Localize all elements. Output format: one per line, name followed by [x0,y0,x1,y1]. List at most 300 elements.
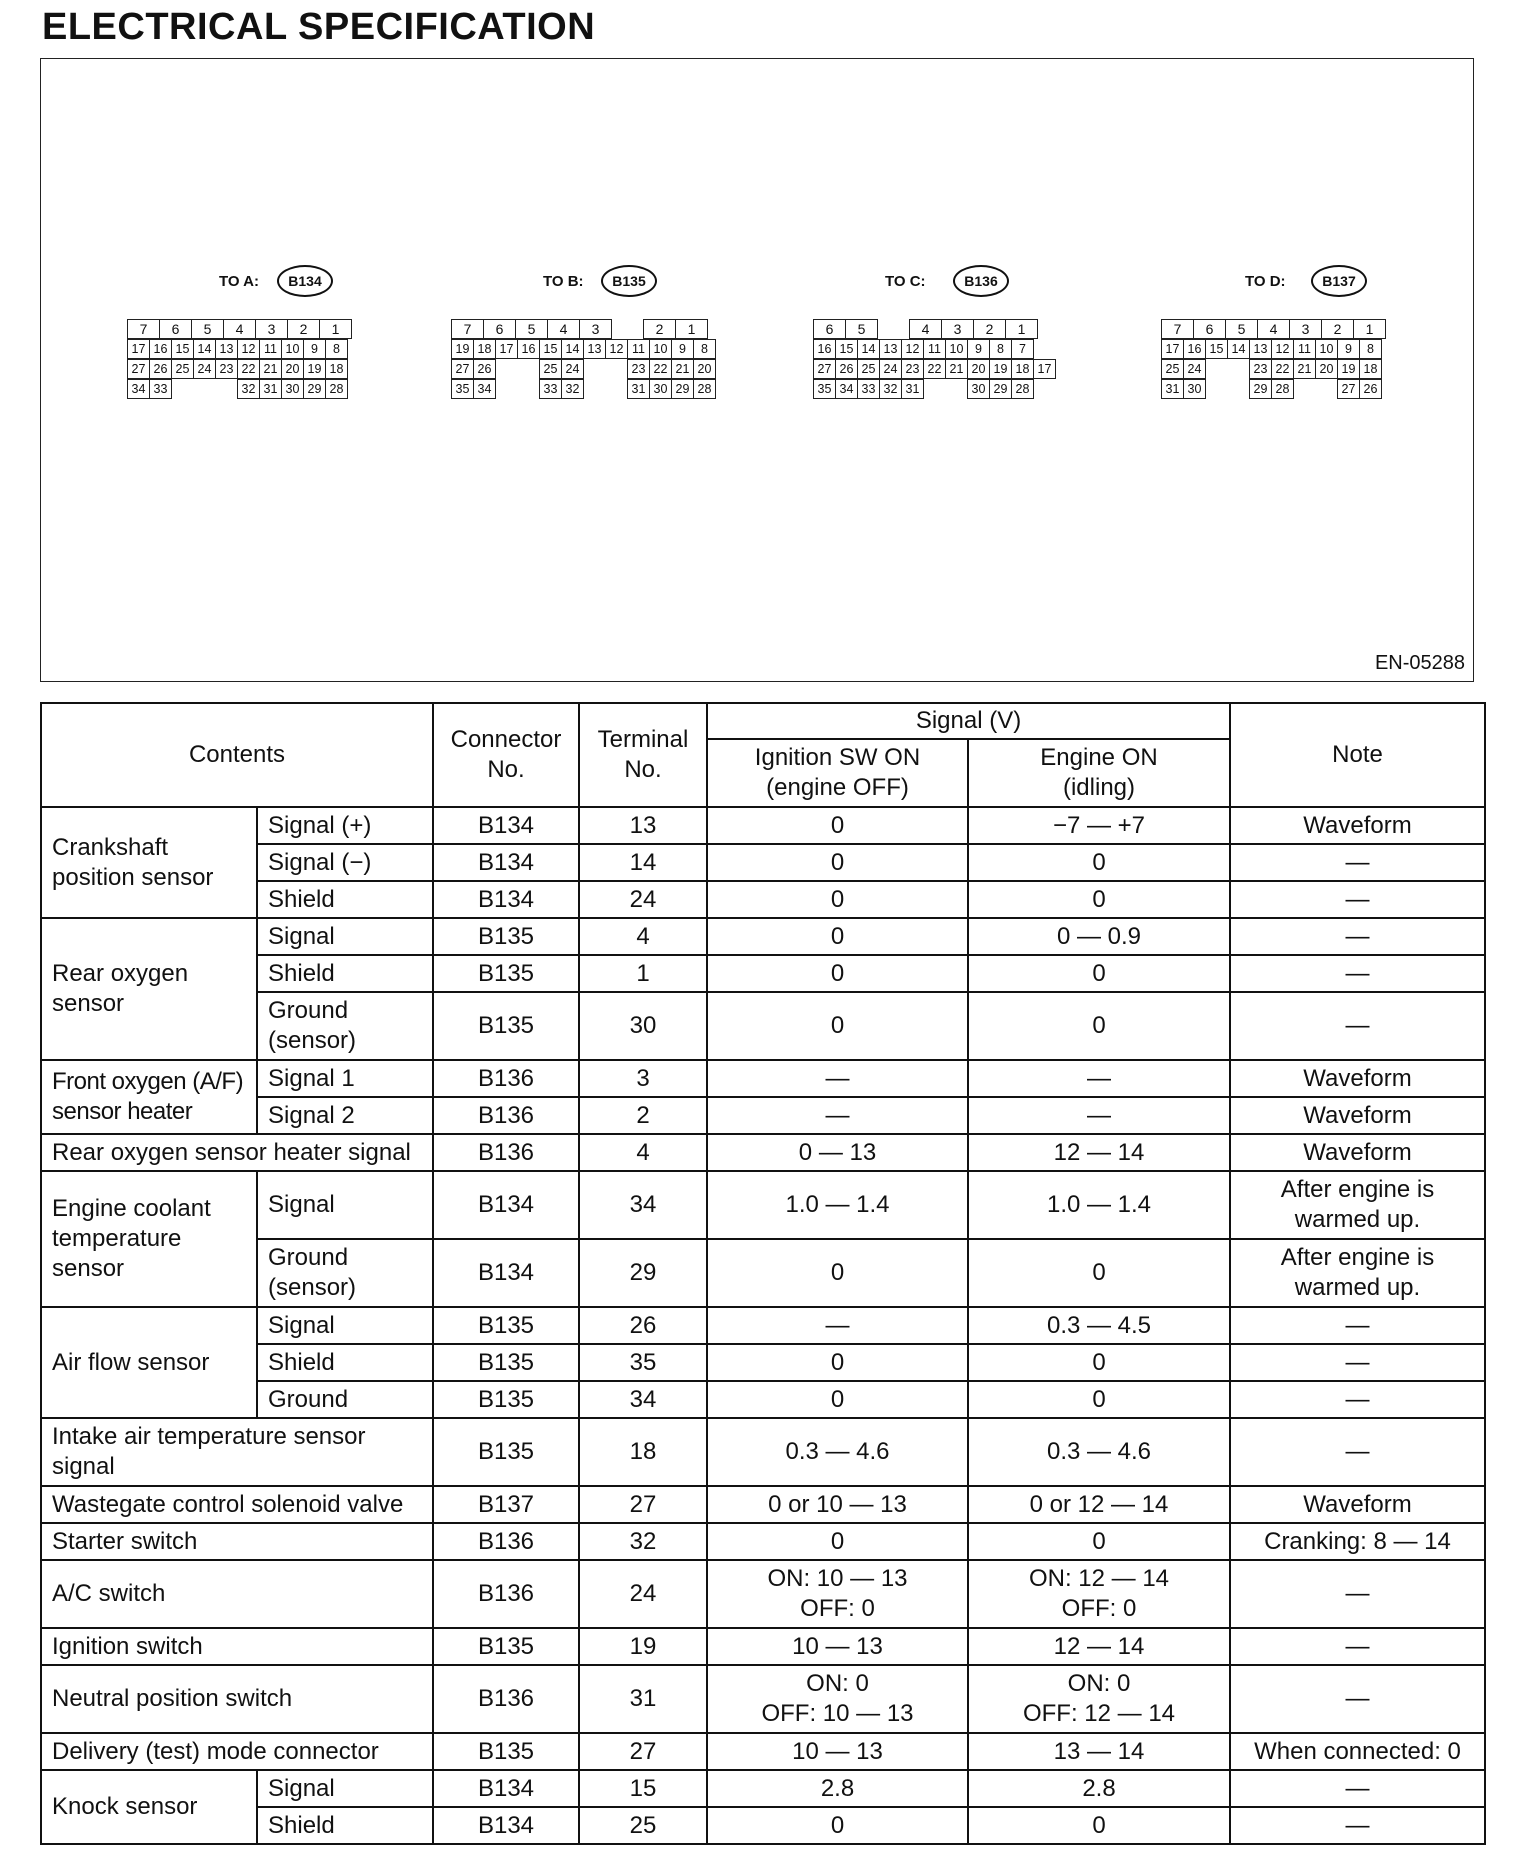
pin-cell: 16 [813,339,836,359]
pin-cell: 30 [967,379,990,399]
cell-eng: 13 — 14 [968,1733,1230,1770]
pin-gap [495,359,518,379]
cell-terminal: 15 [579,1770,707,1807]
cell-eng: 0.3 — 4.6 [968,1418,1230,1486]
cell-ign: — [707,1307,968,1344]
pin-cell: 4 [547,319,580,339]
sub-label: Ground (sensor) [257,1239,433,1307]
table-row [41,1523,1485,1560]
cell-connector: B137 [433,1486,579,1523]
pin-cell: 7 [451,319,484,339]
sub-label: Shield [257,1344,433,1381]
pin-row [813,379,1033,399]
pin-cell: 23 [1249,359,1272,379]
sub-label: Shield [257,955,433,992]
cell-terminal: 25 [579,1807,707,1844]
table-row [41,807,1485,844]
cell-connector: B134 [433,1807,579,1844]
cell-terminal: 4 [579,918,707,955]
connector-label: TO B: [543,273,584,290]
pin-cell: 24 [1183,359,1206,379]
cell-note: — [1230,881,1485,918]
pin-cell: 29 [671,379,694,399]
cell-terminal: 34 [579,1171,707,1239]
header-ignition: Ignition SW ON (engine OFF) [707,739,968,807]
pin-cell: 18 [1359,359,1382,379]
pin-cell: 15 [835,339,858,359]
pin-cell: 2 [287,319,320,339]
pin-cell: 19 [1337,359,1360,379]
cell-connector: B134 [433,1171,579,1239]
cell-terminal: 27 [579,1486,707,1523]
pin-cell: 33 [857,379,880,399]
group-label: Air flow sensor [41,1307,257,1418]
pin-cell: 30 [281,379,304,399]
pin-cell: 21 [1293,359,1316,379]
cell-connector: B136 [433,1060,579,1097]
pin-cell: 32 [237,379,260,399]
pin-cell: 23 [901,359,924,379]
pin-cell: 27 [813,359,836,379]
pin-cell: 11 [259,339,282,359]
pin-row [127,379,347,399]
pin-cell: 3 [255,319,288,339]
pin-cell: 2 [1321,319,1354,339]
cell-connector: B135 [433,1628,579,1665]
pin-cell: 1 [319,319,352,339]
cell-connector: B135 [433,1733,579,1770]
cell-note: — [1230,844,1485,881]
table-row [41,1418,1485,1486]
cell-note: — [1230,1307,1485,1344]
pin-row [1161,339,1381,359]
pin-cell: 25 [539,359,562,379]
cell-connector: B136 [433,1097,579,1134]
pin-cell: 1 [1005,319,1038,339]
pin-cell: 4 [223,319,256,339]
pin-cell: 1 [1353,319,1386,339]
pin-cell: 6 [159,319,192,339]
pin-row [451,319,707,339]
cell-terminal: 31 [579,1665,707,1733]
row-label: Delivery (test) mode connector [41,1733,433,1770]
pin-cell: 22 [923,359,946,379]
pin-cell: 20 [1315,359,1338,379]
pin-row [813,319,1037,339]
pin-gap [1205,379,1228,399]
cell-terminal: 2 [579,1097,707,1134]
cell-connector: B136 [433,1523,579,1560]
pin-gap [1227,359,1250,379]
pin-cell: 10 [649,339,672,359]
pin-cell: 30 [1183,379,1206,399]
pin-cell: 9 [967,339,990,359]
cell-note: — [1230,1344,1485,1381]
table-row [41,1381,1485,1418]
pin-cell: 31 [1161,379,1184,399]
cell-ign: 0 [707,992,968,1060]
cell-ign: 0 [707,955,968,992]
cell-note: Cranking: 8 — 14 [1230,1523,1485,1560]
pin-cell: 6 [1193,319,1226,339]
cell-terminal: 1 [579,955,707,992]
pin-cell: 9 [303,339,326,359]
pin-gap [495,379,518,399]
pin-cell: 17 [495,339,518,359]
sub-label: Shield [257,881,433,918]
pin-cell: 18 [325,359,348,379]
pin-cell: 33 [149,379,172,399]
pin-cell: 34 [127,379,150,399]
pin-gap [583,379,606,399]
pin-cell: 31 [627,379,650,399]
pin-cell: 33 [539,379,562,399]
pin-cell: 20 [281,359,304,379]
connector-diagram [40,58,1474,682]
pin-cell: 26 [473,359,496,379]
cell-eng: 0 [968,1807,1230,1844]
pin-cell: 16 [517,339,540,359]
header-contents: Contents [41,703,433,807]
pin-cell: 5 [191,319,224,339]
pin-cell: 5 [515,319,548,339]
header-engine-on: Engine ON (idling) [968,739,1230,807]
cell-ign: 0 [707,881,968,918]
cell-connector: B136 [433,1560,579,1628]
pin-cell: 34 [835,379,858,399]
cell-eng: 12 — 14 [968,1628,1230,1665]
pin-cell: 11 [1293,339,1316,359]
pin-cell: 2 [643,319,676,339]
pin-gap [877,319,910,339]
cell-eng: 12 — 14 [968,1134,1230,1171]
cell-connector: B135 [433,1381,579,1418]
table-row [41,1560,1485,1628]
sub-label: Ground [257,1381,433,1418]
pin-cell: 19 [451,339,474,359]
cell-ign: 0 or 10 — 13 [707,1486,968,1523]
cell-note: Waveform [1230,1060,1485,1097]
table-row [41,1060,1485,1097]
pin-cell: 22 [237,359,260,379]
row-label: Ignition switch [41,1628,433,1665]
connector-code-badge: B135 [601,265,657,297]
pin-cell: 6 [483,319,516,339]
pin-cell: 20 [693,359,716,379]
cell-note: — [1230,1418,1485,1486]
pin-cell: 25 [171,359,194,379]
cell-ign: 0 [707,1381,968,1418]
header-connector: Connector No. [433,703,579,807]
pin-cell: 22 [649,359,672,379]
cell-terminal: 30 [579,992,707,1060]
pin-row [127,339,347,359]
pin-row [127,319,351,339]
pin-cell: 19 [303,359,326,379]
cell-ign: 2.8 [707,1770,968,1807]
pin-cell: 2 [973,319,1006,339]
pin-cell: 34 [473,379,496,399]
cell-connector: B136 [433,1134,579,1171]
cell-terminal: 32 [579,1523,707,1560]
pin-gap [1205,359,1228,379]
table-row [41,1486,1485,1523]
row-label: Intake air temperature sensor signal [41,1418,433,1486]
table-row [41,918,1485,955]
cell-ign: ON: 0 OFF: 10 — 13 [707,1665,968,1733]
pin-cell: 11 [923,339,946,359]
cell-ign: 0 — 13 [707,1134,968,1171]
pin-cell: 9 [1337,339,1360,359]
pin-cell: 23 [627,359,650,379]
group-label: Crankshaft position sensor [41,807,257,918]
cell-eng: — [968,1060,1230,1097]
cell-ign: — [707,1060,968,1097]
pin-cell: 14 [193,339,216,359]
cell-note: — [1230,918,1485,955]
cell-eng: 0 [968,1523,1230,1560]
diagram-id: EN-05288 [1374,652,1465,674]
cell-connector: B135 [433,992,579,1060]
cell-eng: — [968,1097,1230,1134]
pin-cell: 28 [693,379,716,399]
pin-gap [215,379,238,399]
pin-row [451,379,715,399]
cell-ign: 0 [707,1523,968,1560]
cell-terminal: 3 [579,1060,707,1097]
cell-eng: 2.8 [968,1770,1230,1807]
cell-eng: 0 — 0.9 [968,918,1230,955]
cell-eng: ON: 12 — 14 OFF: 0 [968,1560,1230,1628]
header-note: Note [1230,703,1485,807]
pin-cell: 12 [1271,339,1294,359]
cell-terminal: 27 [579,1733,707,1770]
cell-connector: B135 [433,955,579,992]
pin-cell: 25 [1161,359,1184,379]
cell-terminal: 34 [579,1381,707,1418]
pin-cell: 9 [671,339,694,359]
pin-gap [1227,379,1250,399]
header-terminal: Terminal No. [579,703,707,807]
sub-label: Signal [257,918,433,955]
cell-note: — [1230,1665,1485,1733]
pin-cell: 15 [171,339,194,359]
pin-row [813,339,1033,359]
row-label: Rear oxygen sensor heater signal [41,1134,433,1171]
pin-gap [611,319,644,339]
table-row [41,1307,1485,1344]
table-row [41,1770,1485,1807]
pin-cell: 3 [579,319,612,339]
cell-ign: 0 [707,1239,968,1307]
cell-note: Waveform [1230,1134,1485,1171]
pin-cell: 10 [281,339,304,359]
cell-connector: B134 [433,807,579,844]
cell-terminal: 29 [579,1239,707,1307]
cell-eng: 0 [968,1239,1230,1307]
pin-cell: 10 [945,339,968,359]
pin-cell: 26 [1359,379,1382,399]
group-label: Engine coolant temperature sensor [41,1171,257,1307]
pin-cell: 3 [941,319,974,339]
cell-note: Waveform [1230,1486,1485,1523]
pin-cell: 28 [1011,379,1034,399]
pin-cell: 30 [649,379,672,399]
cell-terminal: 35 [579,1344,707,1381]
pin-cell: 31 [901,379,924,399]
pin-gap [945,379,968,399]
row-label: Starter switch [41,1523,433,1560]
pin-cell: 19 [989,359,1012,379]
pin-gap [1293,379,1316,399]
cell-eng: 0 [968,1381,1230,1418]
pin-gap [1315,379,1338,399]
pin-cell: 31 [259,379,282,399]
cell-ign: 1.0 — 1.4 [707,1171,968,1239]
pin-cell: 12 [605,339,628,359]
table-row [41,1097,1485,1134]
cell-note: — [1230,1628,1485,1665]
cell-connector: B135 [433,1418,579,1486]
pin-cell: 23 [215,359,238,379]
pin-row [1161,379,1381,399]
cell-ign: 0 [707,844,968,881]
pin-cell: 24 [193,359,216,379]
pin-cell: 13 [879,339,902,359]
pin-cell: 13 [1249,339,1272,359]
pin-cell: 25 [857,359,880,379]
cell-ign: 0.3 — 4.6 [707,1418,968,1486]
table-row [41,1134,1485,1171]
pin-cell: 18 [1011,359,1034,379]
cell-eng: 0 [968,992,1230,1060]
pin-cell: 26 [835,359,858,379]
pin-cell: 21 [259,359,282,379]
pin-cell: 29 [989,379,1012,399]
cell-connector: B135 [433,1307,579,1344]
pin-cell: 8 [325,339,348,359]
sub-label: Shield [257,1807,433,1844]
cell-note: — [1230,1770,1485,1807]
pin-row [1161,359,1381,379]
pin-cell: 32 [879,379,902,399]
cell-eng: 0 or 12 — 14 [968,1486,1230,1523]
pin-cell: 17 [1033,359,1056,379]
cell-connector: B135 [433,1344,579,1381]
table-row [41,1733,1485,1770]
group-label: Knock sensor [41,1770,257,1844]
table-row [41,992,1485,1060]
cell-note: — [1230,1560,1485,1628]
cell-ign: 10 — 13 [707,1628,968,1665]
pin-cell: 6 [813,319,846,339]
pin-gap [171,379,194,399]
cell-eng: 1.0 — 1.4 [968,1171,1230,1239]
cell-note: — [1230,1381,1485,1418]
pin-gap [583,359,606,379]
pin-cell: 17 [127,339,150,359]
pin-row [451,339,715,359]
pin-cell: 17 [1161,339,1184,359]
pin-cell: 8 [989,339,1012,359]
sub-label: Signal [257,1770,433,1807]
sub-label: Signal 1 [257,1060,433,1097]
pin-gap [923,379,946,399]
group-label: Rear oxygen sensor [41,918,257,1060]
cell-terminal: 26 [579,1307,707,1344]
pin-cell: 12 [237,339,260,359]
pin-cell: 7 [127,319,160,339]
pin-cell: 16 [1183,339,1206,359]
cell-ign: 0 [707,1807,968,1844]
connector-label: TO A: [219,273,259,290]
cell-ign: 0 [707,918,968,955]
pin-gap [517,379,540,399]
pin-cell: 10 [1315,339,1338,359]
group-label: Front oxygen (A/F) sensor heater [41,1060,257,1134]
pin-cell: 1 [675,319,708,339]
table-row [41,1807,1485,1844]
electrical-spec-table [40,702,1486,1845]
pin-cell: 15 [539,339,562,359]
pin-cell: 27 [1337,379,1360,399]
pin-cell: 14 [1227,339,1250,359]
pin-cell: 20 [967,359,990,379]
pin-cell: 7 [1011,339,1034,359]
pin-cell: 21 [671,359,694,379]
pin-cell: 5 [845,319,878,339]
pin-gap [605,379,628,399]
table-row [41,1665,1485,1733]
cell-terminal: 24 [579,881,707,918]
sub-label: Signal [257,1307,433,1344]
cell-terminal: 13 [579,807,707,844]
pin-cell: 11 [627,339,650,359]
pin-cell: 18 [473,339,496,359]
cell-note: — [1230,1807,1485,1844]
cell-connector: B134 [433,1770,579,1807]
pin-cell: 29 [1249,379,1272,399]
pin-cell: 15 [1205,339,1228,359]
cell-note: Waveform [1230,1097,1485,1134]
pin-cell: 28 [1271,379,1294,399]
cell-terminal: 19 [579,1628,707,1665]
pin-cell: 32 [561,379,584,399]
cell-note: Waveform [1230,807,1485,844]
pin-gap [517,359,540,379]
cell-ign: 10 — 13 [707,1733,968,1770]
pin-cell: 12 [901,339,924,359]
cell-note: — [1230,992,1485,1060]
cell-connector: B134 [433,881,579,918]
table-row [41,881,1485,918]
pin-row [451,359,715,379]
cell-eng: 0 [968,955,1230,992]
cell-ign: — [707,1097,968,1134]
table-row [41,955,1485,992]
pin-cell: 26 [149,359,172,379]
table-row [41,1344,1485,1381]
row-label: Neutral position switch [41,1665,433,1733]
sub-label: Signal [257,1171,433,1239]
pin-cell: 29 [303,379,326,399]
cell-connector: B134 [433,844,579,881]
cell-eng: 0.3 — 4.5 [968,1307,1230,1344]
table-row [41,1239,1485,1307]
pin-cell: 13 [583,339,606,359]
cell-eng: 0 [968,881,1230,918]
row-label: Wastegate control solenoid valve [41,1486,433,1523]
